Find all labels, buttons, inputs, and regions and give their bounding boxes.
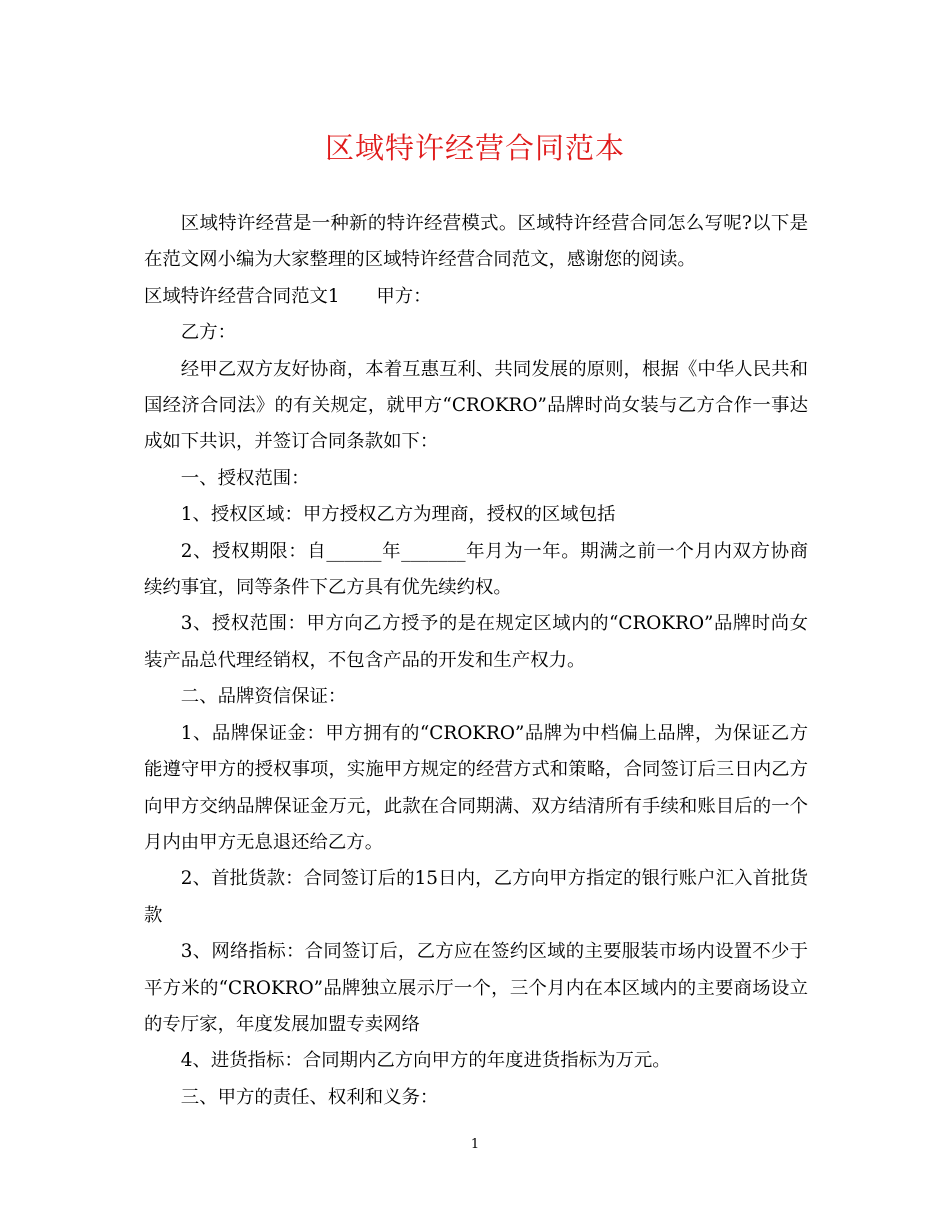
paragraph: 区域特许经营是一种新的特许经营模式。区域特许经营合同怎么写呢?以下是在范文网小编为大家整理的区域特许经营合同范文，感谢您的阅读。 <box>144 213 808 271</box>
document-title: 区域特许经营合同范本 <box>324 131 625 165</box>
paragraph: 三、甲方的责任、权利和义务： <box>180 1086 439 1108</box>
paragraph: 2、授权期限：自______年_______年月为一年。期满之前一个月内双方协商续约事宜，同等条件下乙方具有优先续约权。 <box>144 540 808 599</box>
paragraph: 4、进货指标：合同期内乙方向甲方的年度进货指标为万元。 <box>180 1050 671 1072</box>
paragraph: 2、首批货款：合同签订后的15日内，乙方向甲方指定的银行账户汇入首批货款 <box>144 868 808 926</box>
paragraph: 一、授权范围： <box>180 467 310 489</box>
paragraph: 二、品牌资信保证： <box>180 686 347 708</box>
document-body <box>144 206 808 1116</box>
paragraph: 1、品牌保证金：甲方拥有的“CROKRO”品牌为中档偏上品牌，为保证乙方能遵守甲方的授权事项，实施甲方规定的经营方式和策略，合同签订后三日内乙方向甲方交纳品牌保证金万元，此款在合同期满、双方结清所有手续和账目后的一个月内由甲方无息退还给乙方。 <box>144 722 808 853</box>
page-number: 1 <box>470 1137 480 1152</box>
paragraph: 3、网络指标：合同签订后，乙方应在签约区域的主要服装市场内设置不少于平方米的“CROKRO”品牌独立展示厅一个，三个月内在本区域内的主要商场设立的专厅家，年度发展加盟专卖网络 <box>144 941 808 1035</box>
paragraph: 经甲乙双方友好协商，本着互惠互利、共同发展的原则，根据《中华人民共和国经济合同法》的有关规定，就甲方“CROKRO”品牌时尚女装与乙方合作一事达成如下共识，并签订合同条款如下： <box>144 358 808 453</box>
paragraph: 1、授权区域：甲方授权乙方为理商，授权的区域包括 <box>180 504 616 526</box>
paragraph: 区域特许经营合同范文1 甲方： <box>144 285 432 307</box>
paragraph: 乙方： <box>180 322 236 344</box>
paragraph: 3、授权范围：甲方向乙方授予的是在规定区域内的“CROKRO”品牌时尚女装产品总代理经销权，不包含产品的开发和生产权力。 <box>144 613 808 671</box>
